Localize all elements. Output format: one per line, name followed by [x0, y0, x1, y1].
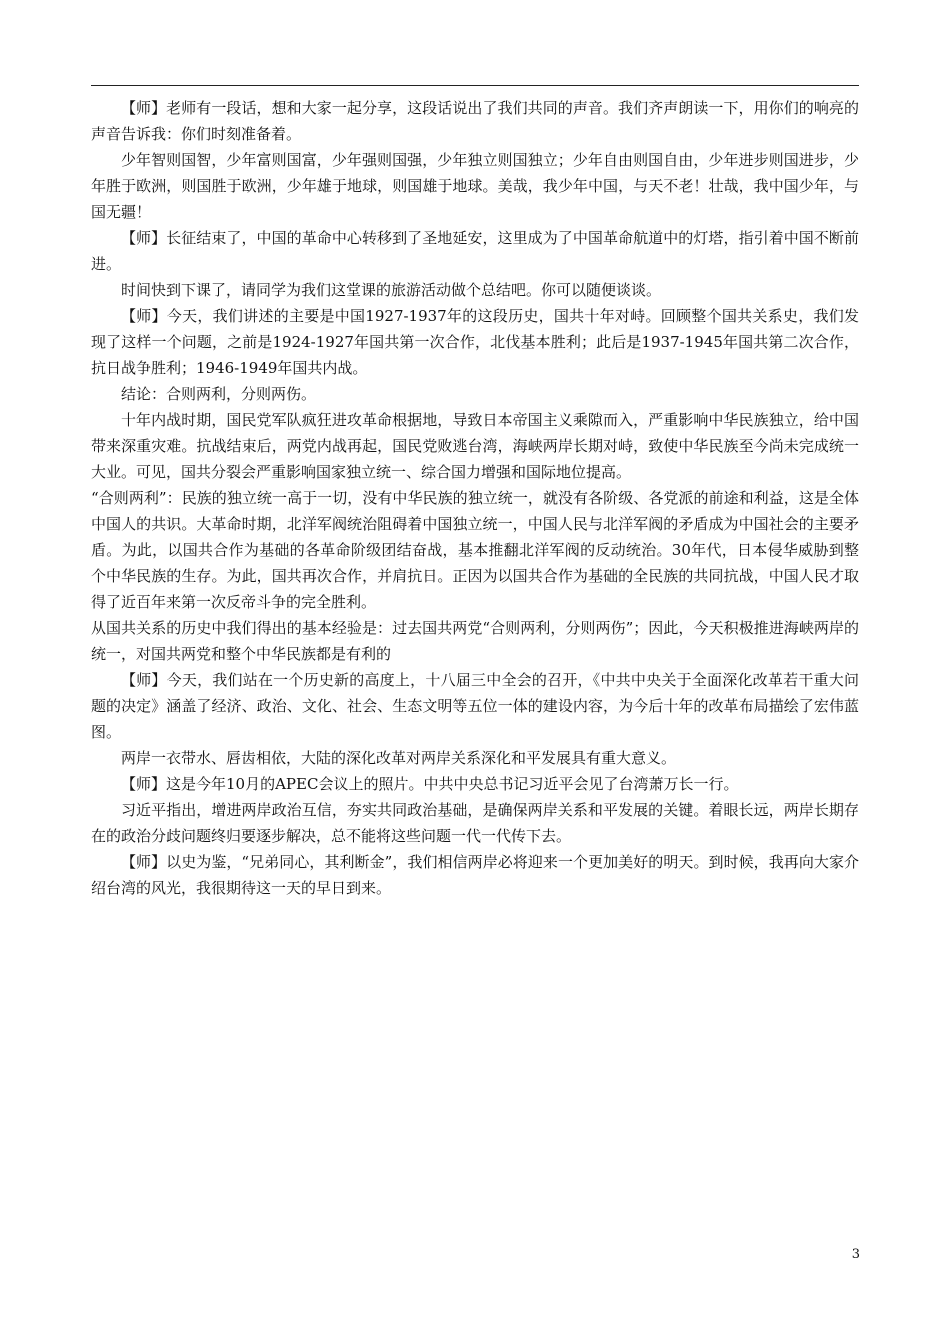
paragraph-class-summary: 时间快到下课了，请同学为我们这堂课的旅游活动做个总结吧。你可以随便谈谈。: [121, 281, 662, 299]
paragraph-basic-experience: 从国共关系的历史中我们得出的基本经验是：过去国共两党“合则两利，分则两伤”；因此，今天积极推进海峡两岸的统一，对国共两党和整个中华民族都是有利的: [91, 619, 859, 663]
paragraph-civil-war: 十年内战时期，国民党军队疯狂进攻革命根据地，导致日本帝国主义乘隙而入，严重影响中华民族独立，给中国带来深重灾难。抗战结束后，两党内战再起，国民党败逃台湾，海峡两岸长期对峙，致使中华民族至今尚未完成统一大业。可见，国共分裂会严重影响国家独立统一、综合国力增强和国际地位提高。: [91, 411, 859, 481]
paragraph-cooperation-benefit: “合则两利”：民族的独立统一高于一切，没有中华民族的独立统一，就没有各阶级、各党派的前途和利益，这是全体中国人的共识。大革命时期，北洋军阀统治阻碍着中国独立统一，中国人民与北洋军阀的矛盾成为中国社会的主要矛盾。为此，以国共合作为基础的各革命阶级团结奋战，基本推翻北洋军阀的反动统治。30年代，日本侵华威胁到整个中华民族的生存。为此，国共再次合作，并肩抗日。正因为以国共合作为基础的全民族的共同抗战，中国人民才取得了近百年来第一次反帝斗争的完全胜利。: [91, 489, 859, 611]
paragraph-political-trust: 习近平指出，增进两岸政治互信，夯实共同政治基础，是确保两岸关系和平发展的关键。着眼长远，两岸长期存在的政治分歧问题终归要逐步解决，总不能将这些问题一代一代传下去。: [91, 801, 859, 845]
paragraph-long-march: 【师】长征结束了，中国的革命中心转移到了圣地延安，这里成为了中国革命航道中的灯塔，指引着中国不断前进。: [91, 229, 859, 273]
paragraph-reform-decision: 【师】今天，我们站在一个历史新的高度上，十八届三中全会的召开，《中共中央关于全面深化改革若干重大问题的决定》涵盖了经济、政治、文化、社会、生态文明等五位一体的建设内容，为今后十年的改革布局描绘了宏伟蓝图。: [91, 671, 859, 741]
paragraph-conclusion: 结论：合则两利，分则两伤。: [121, 385, 317, 403]
paragraph-apec-photo: 【师】这是今年10月的APEC会议上的照片。中共中央总书记习近平会见了台湾萧万长一行。: [121, 775, 739, 793]
page-number: 3: [851, 1247, 860, 1262]
paragraph-young-china: 少年智则国智，少年富则国富，少年强则国强，少年独立则国独立；少年自由则国自由，少年进步则国进步，少年胜于欧洲，则国胜于欧洲，少年雄于地球，则国雄于地球。美哉，我少年中国，与天不老！壮哉，我中国少年，与国无疆！: [91, 151, 859, 221]
header-rule: [91, 85, 859, 86]
document-body: [91, 95, 859, 901]
paragraph-teacher-share: 【师】老师有一段话，想和大家一起分享，这段话说出了我们共同的声音。我们齐声朗读一下，用你们的响亮的声音告诉我：你们时刻准备着。: [91, 99, 859, 143]
paragraph-history-review: 【师】今天，我们讲述的主要是中国1927-1937年的这段历史，国共十年对峙。回顾整个国共关系史，我们发现了这样一个问题，之前是1924-1927年国共第一次合作，北伐基本胜利；此后是1937-1945年国共第二次合作，抗日战争胜利；1946-1949年国共内战。: [91, 307, 859, 377]
paragraph-cross-strait: 两岸一衣带水、唇齿相依，大陆的深化改革对两岸关系深化和平发展具有重大意义。: [121, 749, 677, 767]
paragraph-closing: 【师】以史为鉴，“兄弟同心，其利断金”，我们相信两岸必将迎来一个更加美好的明天。到时候，我再向大家介绍台湾的风光，我很期待这一天的早日到来。: [91, 853, 859, 897]
